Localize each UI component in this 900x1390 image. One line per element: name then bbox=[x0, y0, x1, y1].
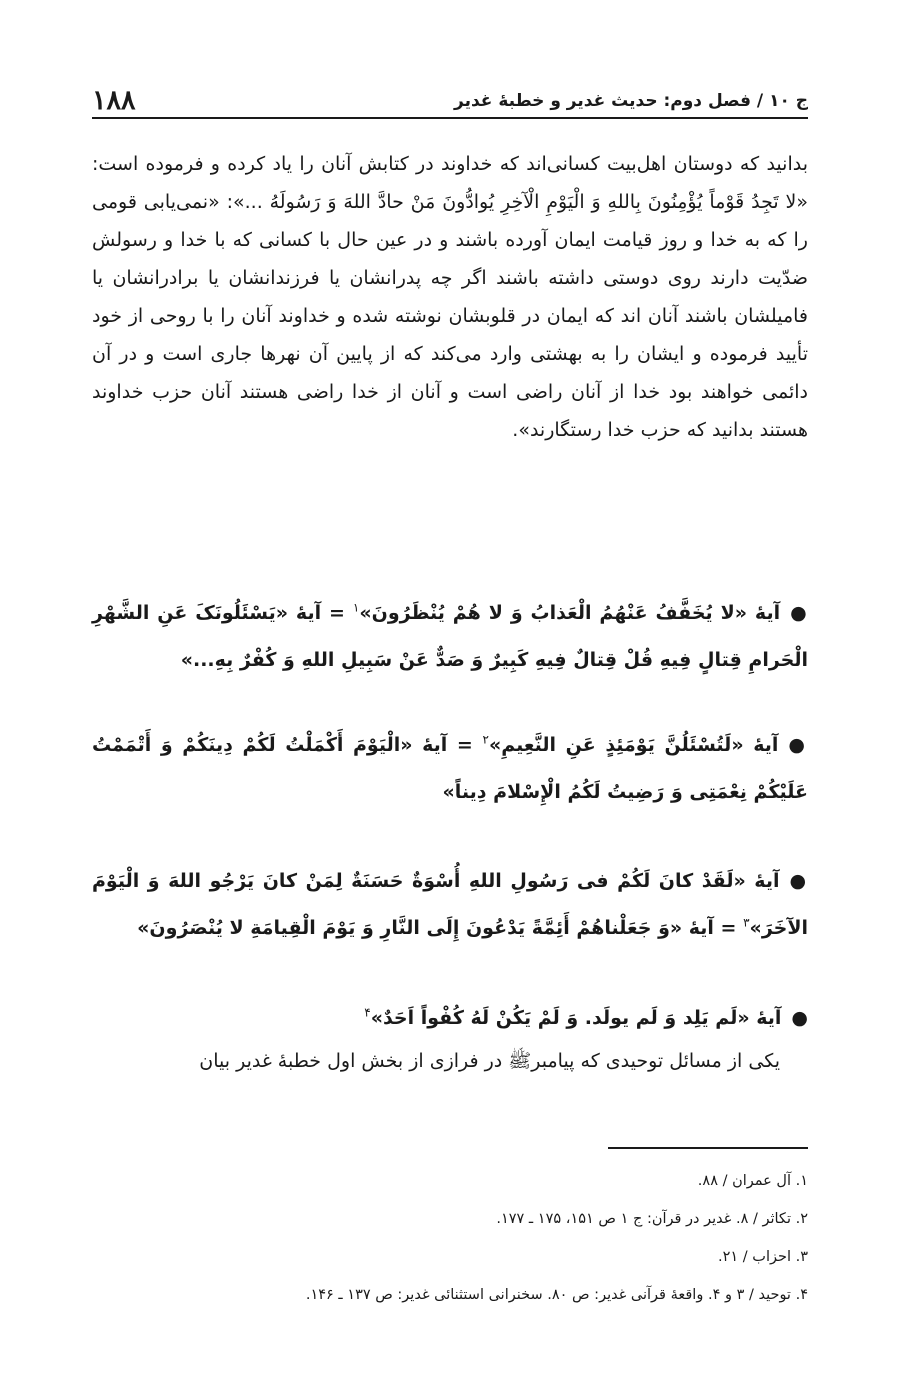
verse-text: آیهٔ «لا یُخَفَّفُ عَنْهُمُ الْعَذابُ وَ لا هُمْ یُنْظَرُونَ» bbox=[359, 602, 781, 624]
footnote-2: ۲. تکاثر / ۸. غدیر در قرآن: ج ۱ ص ۱۵۱، ۱۷۵ ـ ۱۷۷. bbox=[496, 1211, 808, 1227]
footnotes bbox=[92, 1162, 808, 1314]
footnote-1: ۱. آل عمران / ۸۸. bbox=[697, 1173, 808, 1189]
footnote-ref: ۲ bbox=[482, 732, 489, 747]
bullet: ● bbox=[790, 602, 808, 624]
verse-text: آیهٔ «لَم یَلِد وَ لَم یولَد. وَ لَمْ یَکُنْ لَهُ کُفْواً اَحَدٌ» bbox=[370, 1007, 782, 1029]
running-title: ج ۱۰ / فصل دوم: حدیث غدیر و خطبهٔ غدیر bbox=[454, 91, 808, 111]
continuation-text: یکی از مسائل توحیدی که پیامبرﷺ در فرازی از بخش اول خطبهٔ غدیر بیان bbox=[199, 1050, 780, 1072]
verse-text-2: = آیهٔ «الْیَوْمَ أَکْمَلْتُ لَکُمْ دِینَکُمْ وَ أَتْمَمْتُ عَلَیْکُمْ نِعْمَتِی وَ رَضِیتُ لَکُمُ الْإِسْلامَ دِیناً» bbox=[92, 734, 808, 803]
verse-item-2 bbox=[92, 722, 808, 816]
verse-text-2: = آیهٔ «وَ جَعَلْناهُمْ أَئِمَّةً یَدْعُونَ إِلَی النَّارِ وَ یَوْمَ الْقِیامَةِ لا یُنْصَرُونَ» bbox=[137, 917, 744, 939]
page-number: ۱۸۸ bbox=[92, 85, 136, 116]
header-rule bbox=[92, 117, 808, 119]
verse-text-2: = آیهٔ «یَسْئَلُونَکَ عَنِ الشَّهْرِ الْحَرامِ قِتالٍ فِیهِ قُلْ قِتالٌ فِیهِ کَبِیرٌ وَ صَدٌّ عَنْ سَبِیلِ اللهِ وَ کُفْرٌ بِهِ...» bbox=[92, 602, 808, 671]
body-paragraph-block bbox=[92, 145, 808, 449]
bullet: ● bbox=[791, 1007, 808, 1029]
footnote-3: ۳. احزاب / ۲۱. bbox=[718, 1249, 808, 1265]
verse-text: آیهٔ «لَتُسْئَلُنَّ یَوْمَئِذٍ عَنِ النَّعِیمِ» bbox=[488, 734, 779, 756]
footnote-4: ۴. توحید / ۳ و ۴. واقعهٔ قرآنی غدیر: ص ۸۰. سخنرانی استثنائی غدیر: ص ۱۳۷ ـ ۱۴۶. bbox=[305, 1287, 808, 1303]
body-paragraph: بدانید که دوستان اهل‌بیت کسانی‌اند که خداوند در کتابش آنان را یاد کرده و فرموده است: «لا تَجِدُ قَوْماً یُؤْمِنُونَ بِاللهِ وَ الْیَوْمِ الْآخِرِ یُوادُّونَ مَنْ حادَّ اللهَ وَ رَسُولَهُ ...»: «نمی‌یابی قومی را که به خدا و روز قیامت ایمان آورده باشند و در عین حال با کسانی که با خدا و رسولش ضدّیت دارند روی دوستی داشته باشند اگر چه پدرانشان یا فرزندانشان یا برادرانشان یا فامیلشان باشند آنان اند که ایمان در قلوبشان نوشته شده و خداوند آنان را با روحی از خود تأیید فرموده و ایشان را به بهشتی وارد می‌کند که از پایین آن نهرها جاری است و در آن دائمی خواهند بود خدا از آنان راضی است و آنان از خدا راضی هستند آنان حزب خداوند هستند بدانید که حزب خدا رستگارند». bbox=[92, 153, 808, 441]
verse-item-3 bbox=[92, 858, 808, 952]
footnote-ref: ۱ bbox=[352, 600, 360, 615]
verse-text: آیهٔ «لَقَدْ کانَ لَکُمْ فی رَسُولِ اللهِ أُسْوَةٌ حَسَنَةٌ لِمَنْ کانَ یَرْجُو اللهَ وَ الْیَوْمَ الآخَرَ» bbox=[92, 870, 808, 939]
footnote-ref: ۳ bbox=[743, 915, 750, 930]
footnote-ref: ۴ bbox=[364, 1005, 371, 1020]
bullet: ● bbox=[789, 870, 808, 892]
bullet: ● bbox=[788, 734, 808, 756]
footnote-rule bbox=[608, 1147, 808, 1149]
verse-item-4 bbox=[92, 995, 808, 1042]
page-header bbox=[92, 70, 808, 114]
verse-item-1 bbox=[92, 590, 808, 684]
